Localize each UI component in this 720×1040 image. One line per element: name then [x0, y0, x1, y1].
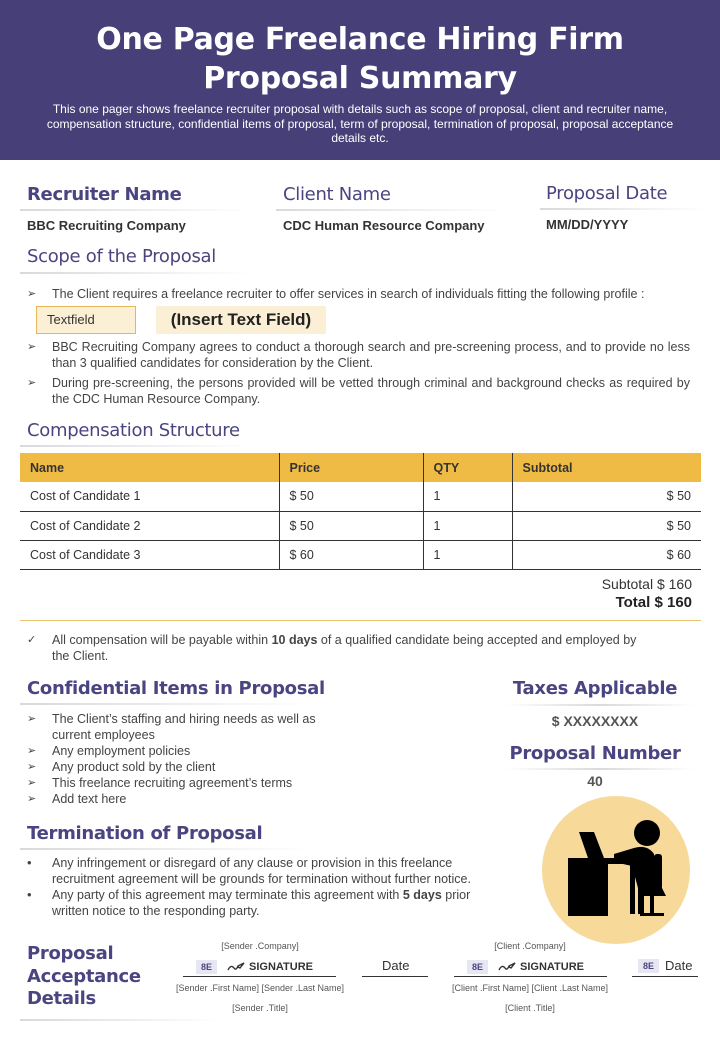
date-tag: 8E	[638, 959, 659, 973]
sender-names: [Sender .First Name] [Sender .Last Name]	[175, 983, 345, 993]
table-cell: Cost of Candidate 1	[20, 482, 279, 511]
list-item: ➢ BBC Recruiting Company agrees to conduct a thorough search and pre-screening process, and to provide no less than 3 qualified candidates for consideration by the Client.	[27, 340, 690, 370]
list-item: • Any infringement or disregard of any clause or provision in this freelance recruitment agreement will be grounds for termination without further notice.	[27, 855, 471, 886]
list-item: ➢ Any product sold by the client	[27, 760, 216, 774]
client-name-label: Client Name	[283, 184, 391, 205]
table-cell: $ 50	[279, 511, 423, 540]
table-cell: Cost of Candidate 3	[20, 540, 279, 569]
title-line-1: One Page Freelance Hiring Firm	[96, 22, 624, 57]
sender-date-line[interactable]	[362, 976, 428, 977]
dot-bullet-icon: •	[27, 855, 32, 870]
client-names: [Client .First Name] [Client .Last Name]	[451, 983, 609, 993]
header-banner	[0, 0, 720, 160]
recruiter-underline	[20, 209, 250, 211]
table-row	[20, 511, 701, 540]
scope-title: Scope of the Proposal	[27, 246, 216, 267]
table-row	[20, 540, 701, 569]
client-signature-line	[454, 976, 607, 977]
pen-signature-icon	[498, 962, 516, 972]
column-header: Price	[279, 453, 423, 482]
illustration-circle	[542, 796, 690, 944]
table-cell: 1	[423, 482, 512, 511]
list-item: ➢ The Client’s staffing and hiring needs as well as current employees	[27, 712, 316, 742]
table-cell: $ 50	[512, 482, 701, 511]
client-date-line	[632, 976, 698, 977]
header-description: This one pager shows freelance recruiter proposal with details such as scope of proposal, client and recruiter name, compensation structure, confidential items of proposal, term of proposal, termination of proposal, proposal acceptance details etc.	[46, 102, 674, 145]
dot-bullet-icon: •	[27, 887, 32, 902]
taxes-value: $ XXXXXXXX	[551, 713, 639, 729]
proposal-date-label: Proposal Date	[546, 183, 668, 204]
total: Total $ 160	[615, 594, 692, 611]
recruiter-name-label: Recruiter Name	[27, 184, 182, 205]
acceptance-title: Proposal Acceptance Details	[27, 943, 141, 1009]
sender-signature-line	[183, 976, 336, 977]
termination-title: Termination of Proposal	[27, 823, 263, 844]
table-cell: $ 60	[279, 540, 423, 569]
column-header: QTY	[423, 453, 512, 482]
person-at-desk-icon	[542, 796, 690, 944]
divider	[20, 620, 701, 621]
table-cell: $ 50	[512, 511, 701, 540]
title-line-2: Proposal Summary	[203, 61, 517, 96]
client-date-field[interactable]: 8E Date	[638, 958, 692, 973]
table-row	[20, 482, 701, 511]
column-header: Name	[20, 453, 279, 482]
proposal-date-value: MM/DD/YYYY	[546, 217, 629, 232]
scope-bullet-1-block	[27, 286, 690, 306]
confidential-list	[27, 711, 317, 807]
arrow-bullet-icon: ➢	[27, 341, 37, 353]
compensation-table	[20, 453, 701, 570]
textfield-placeholder[interactable]: Textfield	[36, 306, 136, 334]
client-title: [Client .Title]	[505, 1003, 555, 1013]
client-signature-field[interactable]: 8E SIGNATURE	[467, 960, 584, 974]
compensation-underline	[20, 445, 250, 447]
column-header: Subtotal	[512, 453, 701, 482]
confidential-underline	[20, 703, 310, 705]
arrow-bullet-icon: ➢	[27, 288, 37, 300]
client-company: [Client .Company]	[494, 941, 566, 951]
compensation-title: Compensation Structure	[27, 420, 240, 441]
check-bullet-icon: ✓	[27, 634, 37, 646]
subtotal: Subtotal $ 160	[601, 576, 692, 592]
list-item: ➢ The Client requires a freelance recruiter to offer services in search of individuals fitting the following profile :	[27, 287, 645, 301]
arrow-bullet-icon: ➢	[27, 745, 37, 757]
proposal-number-underline	[505, 768, 695, 770]
taxes-underline	[505, 704, 695, 706]
arrow-bullet-icon: ➢	[27, 777, 37, 789]
sender-company: [Sender .Company]	[221, 941, 299, 951]
proposal-number-label: Proposal Number	[509, 743, 681, 764]
taxes-label: Taxes Applicable	[512, 678, 678, 699]
termination-list	[27, 855, 497, 919]
client-underline	[276, 209, 506, 211]
acceptance-underline	[20, 1019, 220, 1021]
table-cell: 1	[423, 511, 512, 540]
list-item: • Any party of this agreement may terminate this agreement with 5 days prior written notice to the responding party.	[27, 887, 471, 918]
table-cell: 1	[423, 540, 512, 569]
recruiter-name-value: BBC Recruiting Company	[27, 218, 186, 233]
signature-tag: 8E	[196, 960, 217, 974]
list-item: ➢ Any employment policies	[27, 744, 191, 758]
proposal-date-underline	[540, 208, 705, 210]
table-cell: $ 50	[279, 482, 423, 511]
table-cell: $ 60	[512, 540, 701, 569]
insert-text-field[interactable]: (Insert Text Field)	[156, 306, 326, 334]
sender-date-label: Date	[382, 958, 410, 973]
list-item: ➢ During pre-screening, the persons provided will be vetted through criminal and background checks as required by the CDC Human Resource Company.	[27, 376, 690, 406]
arrow-bullet-icon: ➢	[27, 713, 37, 725]
arrow-bullet-icon: ➢	[27, 793, 37, 805]
payment-note	[27, 632, 652, 668]
arrow-bullet-icon: ➢	[27, 377, 37, 389]
list-item: ✓ All compensation will be payable within 10 days of a qualified candidate being accepted and employed by the Client.	[27, 633, 637, 663]
table-cell: Cost of Candidate 2	[20, 511, 279, 540]
sender-signature-field[interactable]: 8E SIGNATURE	[196, 960, 313, 974]
list-item: ➢ This freelance recruiting agreement’s terms	[27, 776, 293, 790]
scope-underline	[20, 272, 250, 274]
pen-signature-icon	[227, 962, 245, 972]
arrow-bullet-icon: ➢	[27, 761, 37, 773]
proposal-number-value: 40	[587, 773, 603, 789]
signature-tag: 8E	[467, 960, 488, 974]
table-header-row	[20, 453, 701, 482]
client-name-value: CDC Human Resource Company	[283, 218, 485, 233]
sender-title: [Sender .Title]	[232, 1003, 288, 1013]
list-item: ➢ Add text here	[27, 792, 127, 806]
termination-underline	[20, 848, 310, 850]
page-title	[0, 0, 720, 98]
scope-bullets	[27, 339, 690, 411]
confidential-title: Confidential Items in Proposal	[27, 678, 325, 699]
